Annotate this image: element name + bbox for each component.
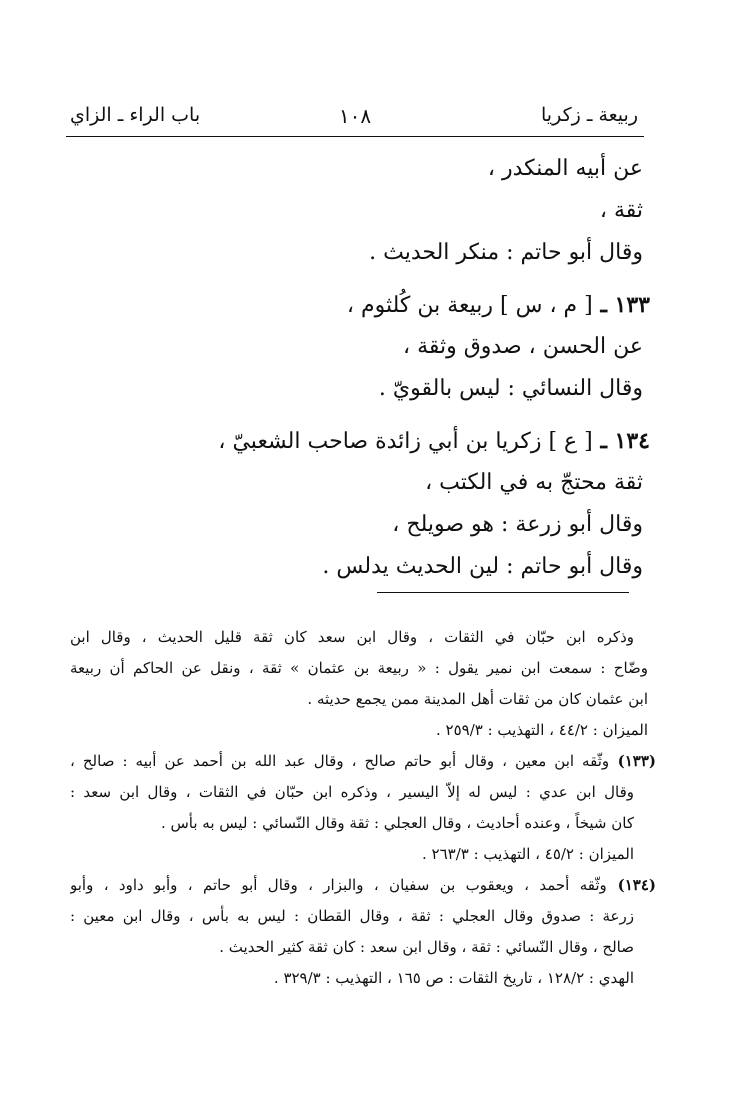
footnote-line: وذكره ابن حبّان في الثقات ، وقال ابن سعد كان ثقة قليل الحديث ، وقال ابن <box>70 628 634 646</box>
footnote-line: الهدي : ١٢٨/٢ ، تاريخ الثقات : ص ١٦٥ ، التهذيب : ٣٢٩/٣ . <box>273 969 634 987</box>
footnote-line: صالح ، وقال النّسائي : ثقة ، وقال ابن سعد : كان ثقة كثير الحديث . <box>219 938 634 956</box>
text-line: وقال أبو حاتم : لين الحديث يدلس . <box>322 554 643 579</box>
footnote-line: ابن عثمان كان من ثقات أهل المدينة ممن يجمع حديثه . <box>307 690 648 708</box>
entry-title: [ م ، س ] ربيعة بن كُلثوم ، <box>346 293 593 318</box>
main-text <box>103 148 650 588</box>
footnote-line: كان شيخاً ، وعنده أحاديث ، وقال العجلي : ثقة وقال النّسائي : ليس به بأس . <box>160 814 634 832</box>
footnote-line: زرعة : صدوق وقال العجلي : ثقة ، وقال القطان : ليس به بأس ، وقال ابن معين : <box>70 907 634 925</box>
footnote-text: وثّقه ابن معين ، وقال أبو حاتم صالح ، وقال عبد الله بن أحمد عن أبيه : صالح ، <box>70 752 610 770</box>
entry-title: [ ع ] زكريا بن أبي زائدة صاحب الشعبيّ ، <box>218 429 593 454</box>
entry-133-heading <box>103 284 650 326</box>
page-number: ١٠٨ <box>338 104 372 128</box>
text-line: وقال أبو حاتم : منكر الحديث . <box>369 240 643 265</box>
text-line: عن الحسن ، صدوق وثقة ، <box>402 334 643 359</box>
footnote-line: الميزان : ٤٥/٢ ، التهذيب : ٢٦٣/٣ . <box>422 845 634 863</box>
footnote-133-first-line <box>70 746 656 777</box>
running-head-left: باب الراء ـ الزاي <box>70 104 201 126</box>
entry-134-heading <box>103 420 650 462</box>
footnote-134-first-line <box>70 870 656 901</box>
footnote-number: (١٣٣) <box>617 752 656 770</box>
text-line: وقال النسائي : ليس بالقويّ . <box>378 376 643 401</box>
footnote-number: (١٣٤) <box>617 876 656 894</box>
text-line: ثقة ، <box>599 198 643 223</box>
footnote-text: وثّقه أحمد ، ويعقوب بن سفيان ، والبزار ، وقال أبو حاتم ، وأبو داود ، وأبو <box>70 876 607 894</box>
footnote-line: الميزان : ٤٤/٢ ، التهذيب : ٢٥٩/٣ . <box>436 721 648 739</box>
entry-number: ١٣٣ ـ <box>600 292 650 318</box>
entry-number: ١٣٤ ـ <box>600 428 650 454</box>
text-line: ثقة محتجّ به في الكتب ، <box>425 470 643 495</box>
page-header <box>66 100 644 137</box>
footnote-line: وضّاح : سمعت ابن نمير يقول : « ربيعة بن عثمان » ثقة ، ونقل عن الحاكم أن ربيعة <box>70 659 648 677</box>
running-head-right: ربيعة ـ زكريا <box>541 104 638 126</box>
footnote-divider <box>377 592 629 593</box>
text-line: وقال أبو زرعة : هو صويلح ، <box>392 512 643 537</box>
text-line: عن أبيه المنكدر ، <box>487 156 643 181</box>
footnote-line: وقال ابن عدي : ليس له إلاّ اليسير ، وذكره ابن حبّان في الثقات ، وقال ابن سعد : <box>70 783 634 801</box>
footnotes <box>70 622 656 994</box>
